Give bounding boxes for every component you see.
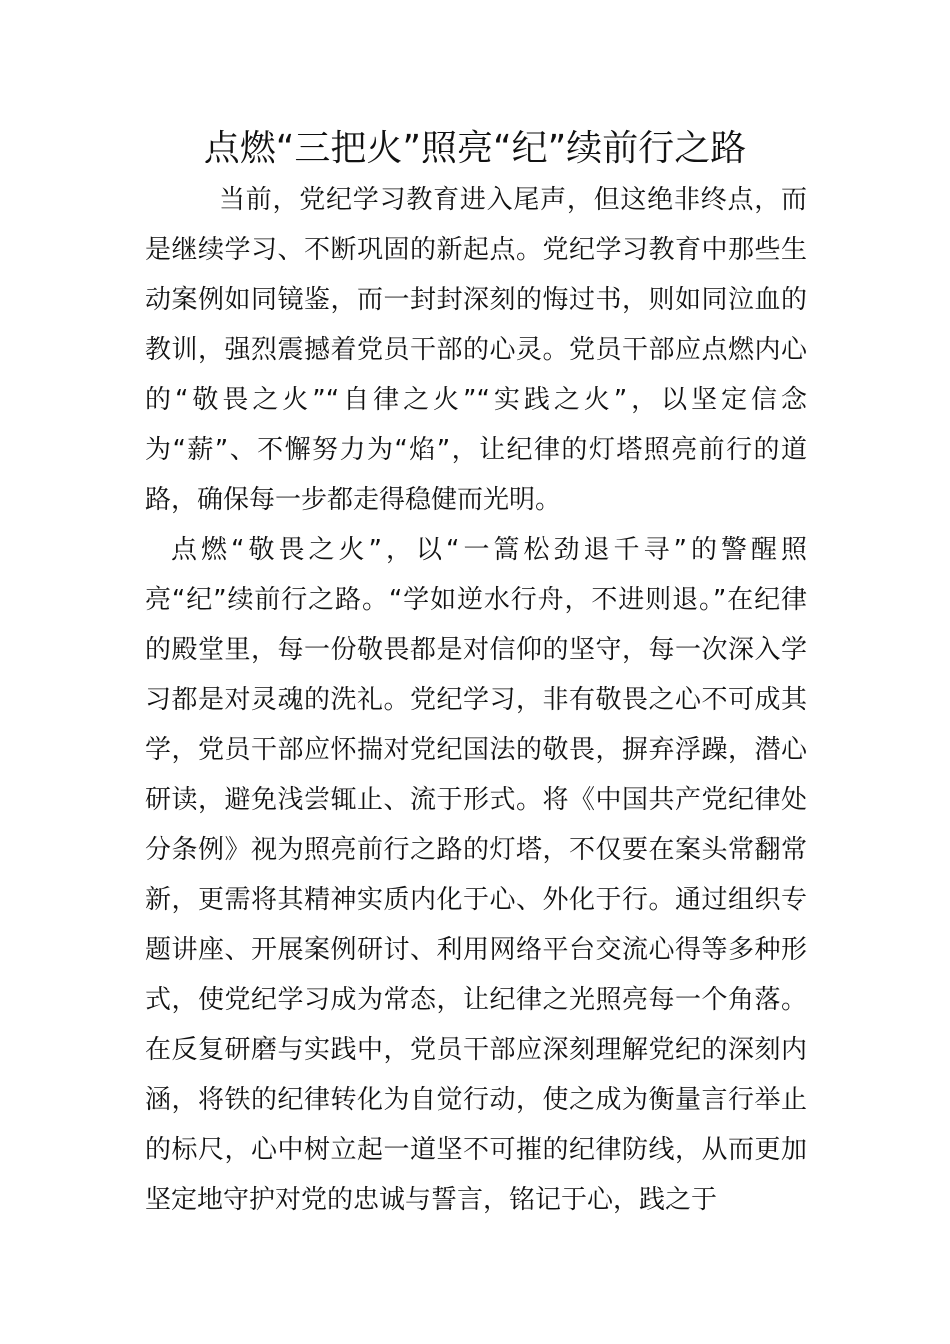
paragraph-intro: 当前，党纪学习教育进入尾声，但这绝非终点，而是继续学习、不断巩固的新起点。党纪学习教育中那些生动案例如同镜鉴，而一封封深刻的悔过书，则如同泣血的教训，强烈震撼着党员干部的心灵。党员干部应点燃内心的“敬畏之火”“自律之火”“实践之火”，以坚定信念为“薪”、不懈努力为“焰”，让纪律的灯塔照亮前行的道路，确保每一步都走得稳健而光明。 [145,185,807,515]
document-title: 点燃“三把火”照亮“纪”续前行之路 [203,128,747,169]
document-body [145,175,807,1225]
paragraph-awe-fire: 点燃“敬畏之火”，以“一篙松劲退千寻”的警醒照亮“纪”续前行之路。“学如逆水行舟，不进则退。”在纪律的殿堂里，每一份敬畏都是对信仰的坚守，每一次深入学习都是对灵魂的洗礼。党纪学习，非有敬畏之心不可成其学，党员干部应怀揣对党纪国法的敬畏，摒弃浮躁，潜心研读，避免浅尝辄止、流于形式。将《中国共产党纪律处分条例》视为照亮前行之路的灯塔，不仅要在案头常翻常新，更需将其精神实质内化于心、外化于行。通过组织专题讲座、开展案例研讨、利用网络平台交流心得等多种形式，使党纪学习成为常态，让纪律之光照亮每一个角落。在反复研磨与实践中，党员干部应深刻理解党纪的深刻内涵，将铁的纪律转化为自觉行动，使之成为衡量言行举止的标尺，心中树立起一道坚不可摧的纪律防线，从而更加坚定地守护对党的忠诚与誓言，铭记于心，践之于 [145,535,807,1215]
